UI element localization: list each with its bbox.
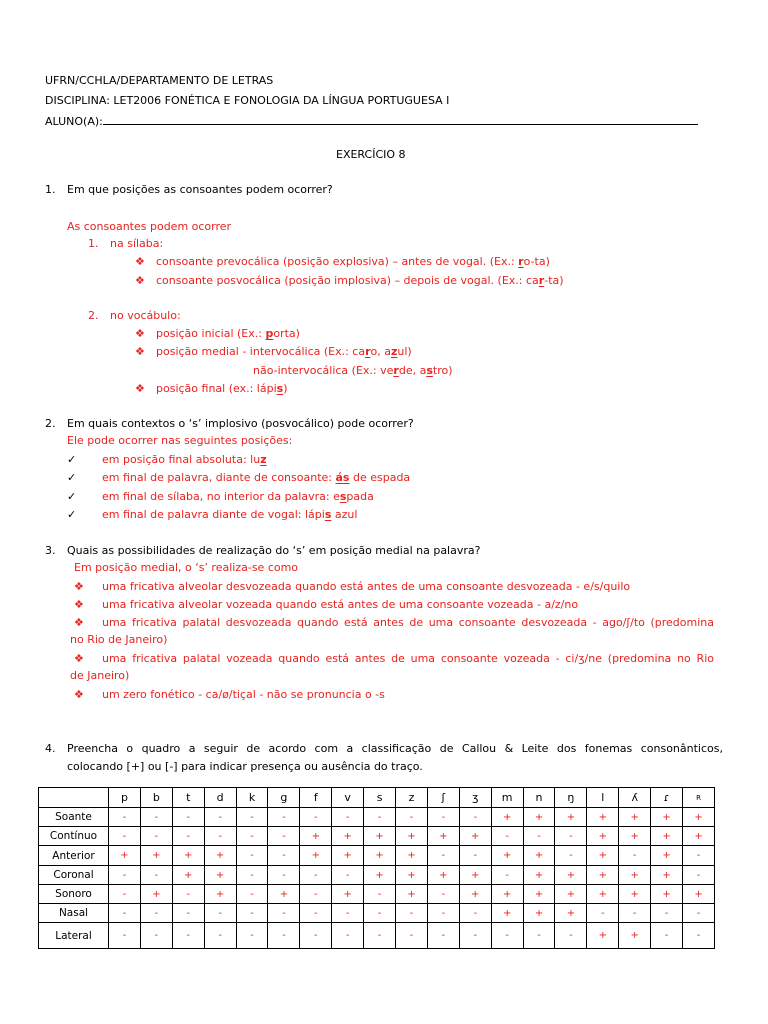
table-body xyxy=(39,808,715,949)
highlighted-letter: r xyxy=(393,364,399,377)
feature-value-cell: + xyxy=(651,846,683,866)
item-text: o-ta) xyxy=(523,255,550,268)
feature-value-cell: - xyxy=(619,846,651,866)
feature-label: Nasal xyxy=(39,904,109,923)
realization-item-continuation: de Janeiro) xyxy=(70,669,130,682)
item-text: um zero fonético - ca/ø/tiçal - não se pronuncia o -s xyxy=(102,688,385,701)
feature-value-cell: + xyxy=(491,846,523,866)
feature-value-cell: - xyxy=(300,866,332,885)
highlighted-letter: s xyxy=(324,508,332,521)
exercise-title: EXERCÍCIO 8 xyxy=(336,148,406,161)
feature-value-cell: + xyxy=(683,827,715,846)
feature-value-cell: - xyxy=(236,923,268,949)
feature-value-cell: + xyxy=(172,866,204,885)
feature-value-cell: + xyxy=(332,827,364,846)
item-text: de, a xyxy=(398,364,427,377)
feature-value-cell: - xyxy=(459,846,491,866)
feature-value-cell: - xyxy=(523,923,555,949)
syllable-heading xyxy=(88,235,163,253)
highlighted-letter: z xyxy=(260,453,267,466)
realization-item xyxy=(74,650,714,668)
word-item xyxy=(135,343,412,361)
feature-value-cell: - xyxy=(651,923,683,949)
feature-value-cell: - xyxy=(332,866,364,885)
feature-value-cell: - xyxy=(268,808,300,827)
item-text: ul) xyxy=(397,345,412,358)
feature-value-cell: + xyxy=(587,808,619,827)
feature-value-cell: + xyxy=(140,885,172,904)
feature-value-cell: - xyxy=(651,904,683,923)
feature-value-cell: - xyxy=(364,885,396,904)
feature-value-cell: + xyxy=(523,866,555,885)
word-heading xyxy=(88,307,181,325)
syllable-item xyxy=(135,272,564,290)
feature-value-cell: - xyxy=(109,904,141,923)
feature-value-cell: - xyxy=(172,808,204,827)
question-number: 2. xyxy=(45,417,56,430)
item-text: ) xyxy=(283,382,288,395)
highlighted-letter: s xyxy=(276,382,284,395)
feature-value-cell: - xyxy=(236,827,268,846)
item-text: uma fricativa palatal desvozeada quando está antes de uma consoante desvozeada - ago/ʃ/to (predomina xyxy=(102,616,714,629)
feature-value-cell: - xyxy=(140,827,172,846)
item-text: tro) xyxy=(432,364,453,377)
feature-label: Lateral xyxy=(39,923,109,949)
highlighted-letter: r xyxy=(365,345,371,358)
feature-value-cell: - xyxy=(683,846,715,866)
feature-value-cell: + xyxy=(396,827,428,846)
feature-value-cell: + xyxy=(204,846,236,866)
feature-value-cell: - xyxy=(268,846,300,866)
diamond-bullet-icon xyxy=(74,578,102,596)
word-item xyxy=(135,325,300,343)
question-text: Quais as possibilidades de realização do ‘s’ em posição medial na palavra? xyxy=(67,544,481,557)
feature-value-cell: - xyxy=(140,866,172,885)
feature-value-cell: + xyxy=(427,827,459,846)
feature-value-cell: + xyxy=(396,866,428,885)
feature-value-cell: - xyxy=(332,808,364,827)
phoneme-column-header: ɾ xyxy=(651,788,683,808)
feature-value-cell: - xyxy=(364,808,396,827)
feature-value-cell: - xyxy=(683,904,715,923)
feature-label: Anterior xyxy=(39,846,109,866)
feature-value-cell: - xyxy=(109,923,141,949)
feature-value-cell: - xyxy=(236,904,268,923)
feature-value-cell: - xyxy=(140,808,172,827)
feature-value-cell: - xyxy=(109,827,141,846)
context-item xyxy=(67,488,374,506)
phoneme-column-header: g xyxy=(268,788,300,808)
feature-value-cell: + xyxy=(555,808,587,827)
phoneme-column-header: p xyxy=(109,788,141,808)
question-4-continuation: colocando [+] ou [-] para indicar presença ou ausência do traço. xyxy=(67,760,423,773)
feature-value-cell: + xyxy=(268,885,300,904)
diamond-bullet-icon xyxy=(135,325,156,343)
context-item xyxy=(67,469,410,487)
feature-value-cell: - xyxy=(364,923,396,949)
feature-value-cell: + xyxy=(523,846,555,866)
feature-value-cell: + xyxy=(555,904,587,923)
diamond-bullet-icon xyxy=(74,686,102,704)
feature-value-cell: + xyxy=(619,827,651,846)
feature-value-cell: + xyxy=(683,885,715,904)
institution-line: UFRN/CCHLA/DEPARTAMENTO DE LETRAS xyxy=(45,74,274,87)
highlighted-letter: ás xyxy=(335,471,350,484)
feature-value-cell: + xyxy=(555,866,587,885)
feature-row xyxy=(39,846,715,866)
diamond-bullet-icon xyxy=(135,253,156,271)
answer-1-intro: As consoantes podem ocorrer xyxy=(67,220,232,233)
item-text: em final de palavra diante de vogal: lápi xyxy=(102,508,325,521)
syllable-item xyxy=(135,253,550,271)
feature-value-cell: - xyxy=(109,885,141,904)
feature-value-cell: - xyxy=(109,866,141,885)
question-number: 3. xyxy=(45,544,56,557)
answer-2-intro: Ele pode ocorrer nas seguintes posições: xyxy=(67,434,293,447)
question-number: 1. xyxy=(45,183,56,196)
feature-value-cell: + xyxy=(204,885,236,904)
feature-value-cell: - xyxy=(491,827,523,846)
sublist-number: 1. xyxy=(88,237,99,250)
feature-value-cell: - xyxy=(427,923,459,949)
feature-value-cell: - xyxy=(172,923,204,949)
feature-value-cell: + xyxy=(459,827,491,846)
realization-item-continuation: no Rio de Janeiro) xyxy=(70,633,168,646)
feature-value-cell: + xyxy=(459,885,491,904)
feature-value-cell: + xyxy=(587,885,619,904)
context-item xyxy=(67,451,267,469)
phoneme-column-header: s xyxy=(364,788,396,808)
sublist-number: 2. xyxy=(88,309,99,322)
item-text: posição medial - intervocálica (Ex.: ca xyxy=(156,345,366,358)
feature-value-cell: + xyxy=(651,808,683,827)
feature-value-cell: - xyxy=(204,923,236,949)
feature-label: Coronal xyxy=(39,866,109,885)
feature-value-cell: - xyxy=(204,827,236,846)
feature-value-cell: + xyxy=(491,808,523,827)
student-name-blank xyxy=(103,112,698,125)
feature-value-cell: - xyxy=(427,846,459,866)
feature-value-cell: + xyxy=(523,885,555,904)
feature-value-cell: - xyxy=(172,885,204,904)
feature-value-cell: - xyxy=(204,904,236,923)
feature-value-cell: - xyxy=(300,923,332,949)
item-text: orta) xyxy=(273,327,300,340)
item-text: -ta) xyxy=(544,274,564,287)
diamond-bullet-icon xyxy=(135,272,156,290)
feature-value-cell: + xyxy=(619,808,651,827)
feature-value-cell: - xyxy=(236,885,268,904)
realization-item xyxy=(74,686,385,704)
feature-value-cell: - xyxy=(683,866,715,885)
phoneme-column-header: ŋ xyxy=(555,788,587,808)
question-2 xyxy=(45,415,414,433)
phoneme-column-header: f xyxy=(300,788,332,808)
feature-value-cell: + xyxy=(300,846,332,866)
phoneme-column-header: t xyxy=(172,788,204,808)
feature-value-cell: - xyxy=(140,904,172,923)
feature-value-cell: - xyxy=(300,808,332,827)
feature-value-cell: - xyxy=(332,904,364,923)
feature-value-cell: - xyxy=(459,808,491,827)
feature-value-cell: + xyxy=(396,846,428,866)
phoneme-column-header: d xyxy=(204,788,236,808)
table-corner-cell xyxy=(39,788,109,808)
feature-value-cell: - xyxy=(300,885,332,904)
item-text: pada xyxy=(346,490,374,503)
phoneme-column-header: b xyxy=(140,788,172,808)
feature-label: Sonoro xyxy=(39,885,109,904)
feature-value-cell: - xyxy=(332,923,364,949)
item-text: uma fricativa alveolar vozeada quando está antes de uma consoante vozeada - a/z/no xyxy=(102,598,579,611)
phoneme-column-header: ʎ xyxy=(619,788,651,808)
feature-value-cell: + xyxy=(204,866,236,885)
feature-value-cell: - xyxy=(396,904,428,923)
feature-value-cell: - xyxy=(396,923,428,949)
feature-value-cell: + xyxy=(683,808,715,827)
feature-value-cell: + xyxy=(587,866,619,885)
feature-value-cell: - xyxy=(140,923,172,949)
highlighted-letter: r xyxy=(538,274,545,287)
feature-value-cell: + xyxy=(364,827,396,846)
feature-value-cell: - xyxy=(523,827,555,846)
highlighted-letter: r xyxy=(518,255,524,268)
context-item xyxy=(67,506,357,524)
diamond-bullet-icon xyxy=(135,343,156,361)
feature-value-cell: + xyxy=(300,827,332,846)
item-text: consoante posvocálica (posição implosiva) – depois de vogal. (Ex.: ca xyxy=(156,274,539,287)
feature-value-cell: + xyxy=(619,866,651,885)
phoneme-column-header: v xyxy=(332,788,364,808)
realization-item xyxy=(74,578,630,596)
feature-value-cell: - xyxy=(459,923,491,949)
question-text: Em quais contextos o ‘s’ implosivo (posvocálico) pode ocorrer? xyxy=(67,417,414,430)
feature-value-cell: + xyxy=(587,846,619,866)
item-text: posição inicial (Ex.: xyxy=(156,327,266,340)
feature-value-cell: + xyxy=(396,885,428,904)
word-item-continuation xyxy=(253,362,453,380)
feature-value-cell: + xyxy=(619,885,651,904)
phoneme-column-header: k xyxy=(236,788,268,808)
feature-value-cell: - xyxy=(427,904,459,923)
feature-value-cell: - xyxy=(236,866,268,885)
feature-value-cell: - xyxy=(172,904,204,923)
student-line xyxy=(45,112,698,131)
feature-value-cell: - xyxy=(491,923,523,949)
feature-value-cell: - xyxy=(172,827,204,846)
check-icon xyxy=(67,469,102,487)
word-item xyxy=(135,380,287,398)
check-icon xyxy=(67,488,102,506)
feature-value-cell: + xyxy=(651,827,683,846)
feature-value-cell: - xyxy=(427,808,459,827)
feature-value-cell: - xyxy=(268,866,300,885)
feature-label: Contínuo xyxy=(39,827,109,846)
phoneme-column-header: ʒ xyxy=(459,788,491,808)
feature-value-cell: - xyxy=(109,808,141,827)
feature-value-cell: - xyxy=(555,923,587,949)
question-number: 4. xyxy=(45,742,56,755)
feature-row xyxy=(39,808,715,827)
feature-value-cell: + xyxy=(109,846,141,866)
phoneme-column-header: ʃ xyxy=(427,788,459,808)
feature-value-cell: + xyxy=(651,866,683,885)
check-icon xyxy=(67,506,102,524)
feature-value-cell: - xyxy=(619,904,651,923)
feature-value-cell: - xyxy=(268,904,300,923)
feature-value-cell: + xyxy=(491,885,523,904)
question-3 xyxy=(45,542,480,560)
feature-value-cell: - xyxy=(683,923,715,949)
question-4 xyxy=(45,740,723,758)
feature-value-cell: + xyxy=(364,866,396,885)
feature-value-cell: + xyxy=(491,904,523,923)
feature-value-cell: + xyxy=(523,904,555,923)
phoneme-column-header: R xyxy=(683,788,715,808)
feature-row xyxy=(39,923,715,949)
discipline-line: DISCIPLINA: LET2006 FONÉTICA E FONOLOGIA DA LÍNGUA PORTUGUESA I xyxy=(45,94,450,107)
question-1 xyxy=(45,181,333,199)
feature-value-cell: + xyxy=(332,846,364,866)
student-label: ALUNO(A): xyxy=(45,115,103,128)
item-text: consoante prevocálica (posição explosiva) – antes de vogal. (Ex.: xyxy=(156,255,519,268)
feature-value-cell: + xyxy=(587,923,619,949)
feature-value-cell: - xyxy=(268,827,300,846)
feature-value-cell: - xyxy=(427,885,459,904)
highlighted-letter: z xyxy=(391,345,398,358)
item-text: o, a xyxy=(370,345,391,358)
feature-row xyxy=(39,866,715,885)
diamond-bullet-icon xyxy=(74,614,102,632)
feature-value-cell: - xyxy=(236,846,268,866)
item-text: em final de sílaba, no interior da palavra: e xyxy=(102,490,340,503)
highlighted-letter: s xyxy=(426,364,433,377)
feature-value-cell: + xyxy=(587,827,619,846)
feature-value-cell: - xyxy=(555,846,587,866)
item-text: posição final (ex.: lápi xyxy=(156,382,277,395)
phoneme-column-header: n xyxy=(523,788,555,808)
highlighted-letter: p xyxy=(265,327,274,340)
answer-3-intro: Em posição medial, o ‘s’ realiza-se como xyxy=(74,561,299,574)
phoneme-column-header: m xyxy=(491,788,523,808)
item-text: uma fricativa alveolar desvozeada quando está antes de uma consoante desvozeada - e/s/quilo xyxy=(102,580,631,593)
feature-value-cell: + xyxy=(459,866,491,885)
feature-value-cell: + xyxy=(651,885,683,904)
feature-value-cell: - xyxy=(268,923,300,949)
item-text: de espada xyxy=(349,471,411,484)
feature-value-cell: - xyxy=(396,808,428,827)
phoneme-column-header: l xyxy=(587,788,619,808)
feature-value-cell: + xyxy=(172,846,204,866)
question-text: Preencha o quadro a seguir de acordo com a classificação de Callou & Leite dos fonemas consonânticos, xyxy=(67,742,723,755)
question-text: Em que posições as consoantes podem ocorrer? xyxy=(67,183,333,196)
realization-item xyxy=(74,596,578,614)
feature-value-cell: - xyxy=(491,866,523,885)
check-icon xyxy=(67,451,102,469)
feature-value-cell: - xyxy=(587,904,619,923)
item-text: uma fricativa palatal vozeada quando está antes de uma consoante vozeada - ci/ʒ/ne (predomina no Rio xyxy=(102,652,714,665)
feature-value-cell: - xyxy=(236,808,268,827)
feature-row xyxy=(39,885,715,904)
feature-value-cell: + xyxy=(619,923,651,949)
diamond-bullet-icon xyxy=(74,650,102,668)
feature-value-cell: + xyxy=(523,808,555,827)
sublist-label: no vocábulo: xyxy=(110,309,181,322)
table-header-row xyxy=(39,788,715,808)
item-text: não-intervocálica (Ex.: ve xyxy=(253,364,394,377)
feature-value-cell: + xyxy=(427,866,459,885)
item-text: em posição final absoluta: lu xyxy=(102,453,261,466)
consonant-feature-table xyxy=(38,787,715,949)
feature-label: Soante xyxy=(39,808,109,827)
feature-value-cell: + xyxy=(555,885,587,904)
item-text: em final de palavra, diante de consoante: xyxy=(102,471,336,484)
phoneme-column-header: z xyxy=(396,788,428,808)
feature-value-cell: - xyxy=(364,904,396,923)
item-text: azul xyxy=(331,508,358,521)
feature-row xyxy=(39,904,715,923)
sublist-label: na sílaba: xyxy=(110,237,164,250)
diamond-bullet-icon xyxy=(135,380,156,398)
feature-value-cell: - xyxy=(204,808,236,827)
realization-item xyxy=(74,614,714,632)
highlighted-letter: s xyxy=(339,490,347,503)
feature-value-cell: - xyxy=(459,904,491,923)
feature-value-cell: + xyxy=(364,846,396,866)
feature-value-cell: + xyxy=(332,885,364,904)
feature-row xyxy=(39,827,715,846)
diamond-bullet-icon xyxy=(74,596,102,614)
feature-value-cell: - xyxy=(555,827,587,846)
feature-value-cell: - xyxy=(300,904,332,923)
feature-value-cell: + xyxy=(140,846,172,866)
